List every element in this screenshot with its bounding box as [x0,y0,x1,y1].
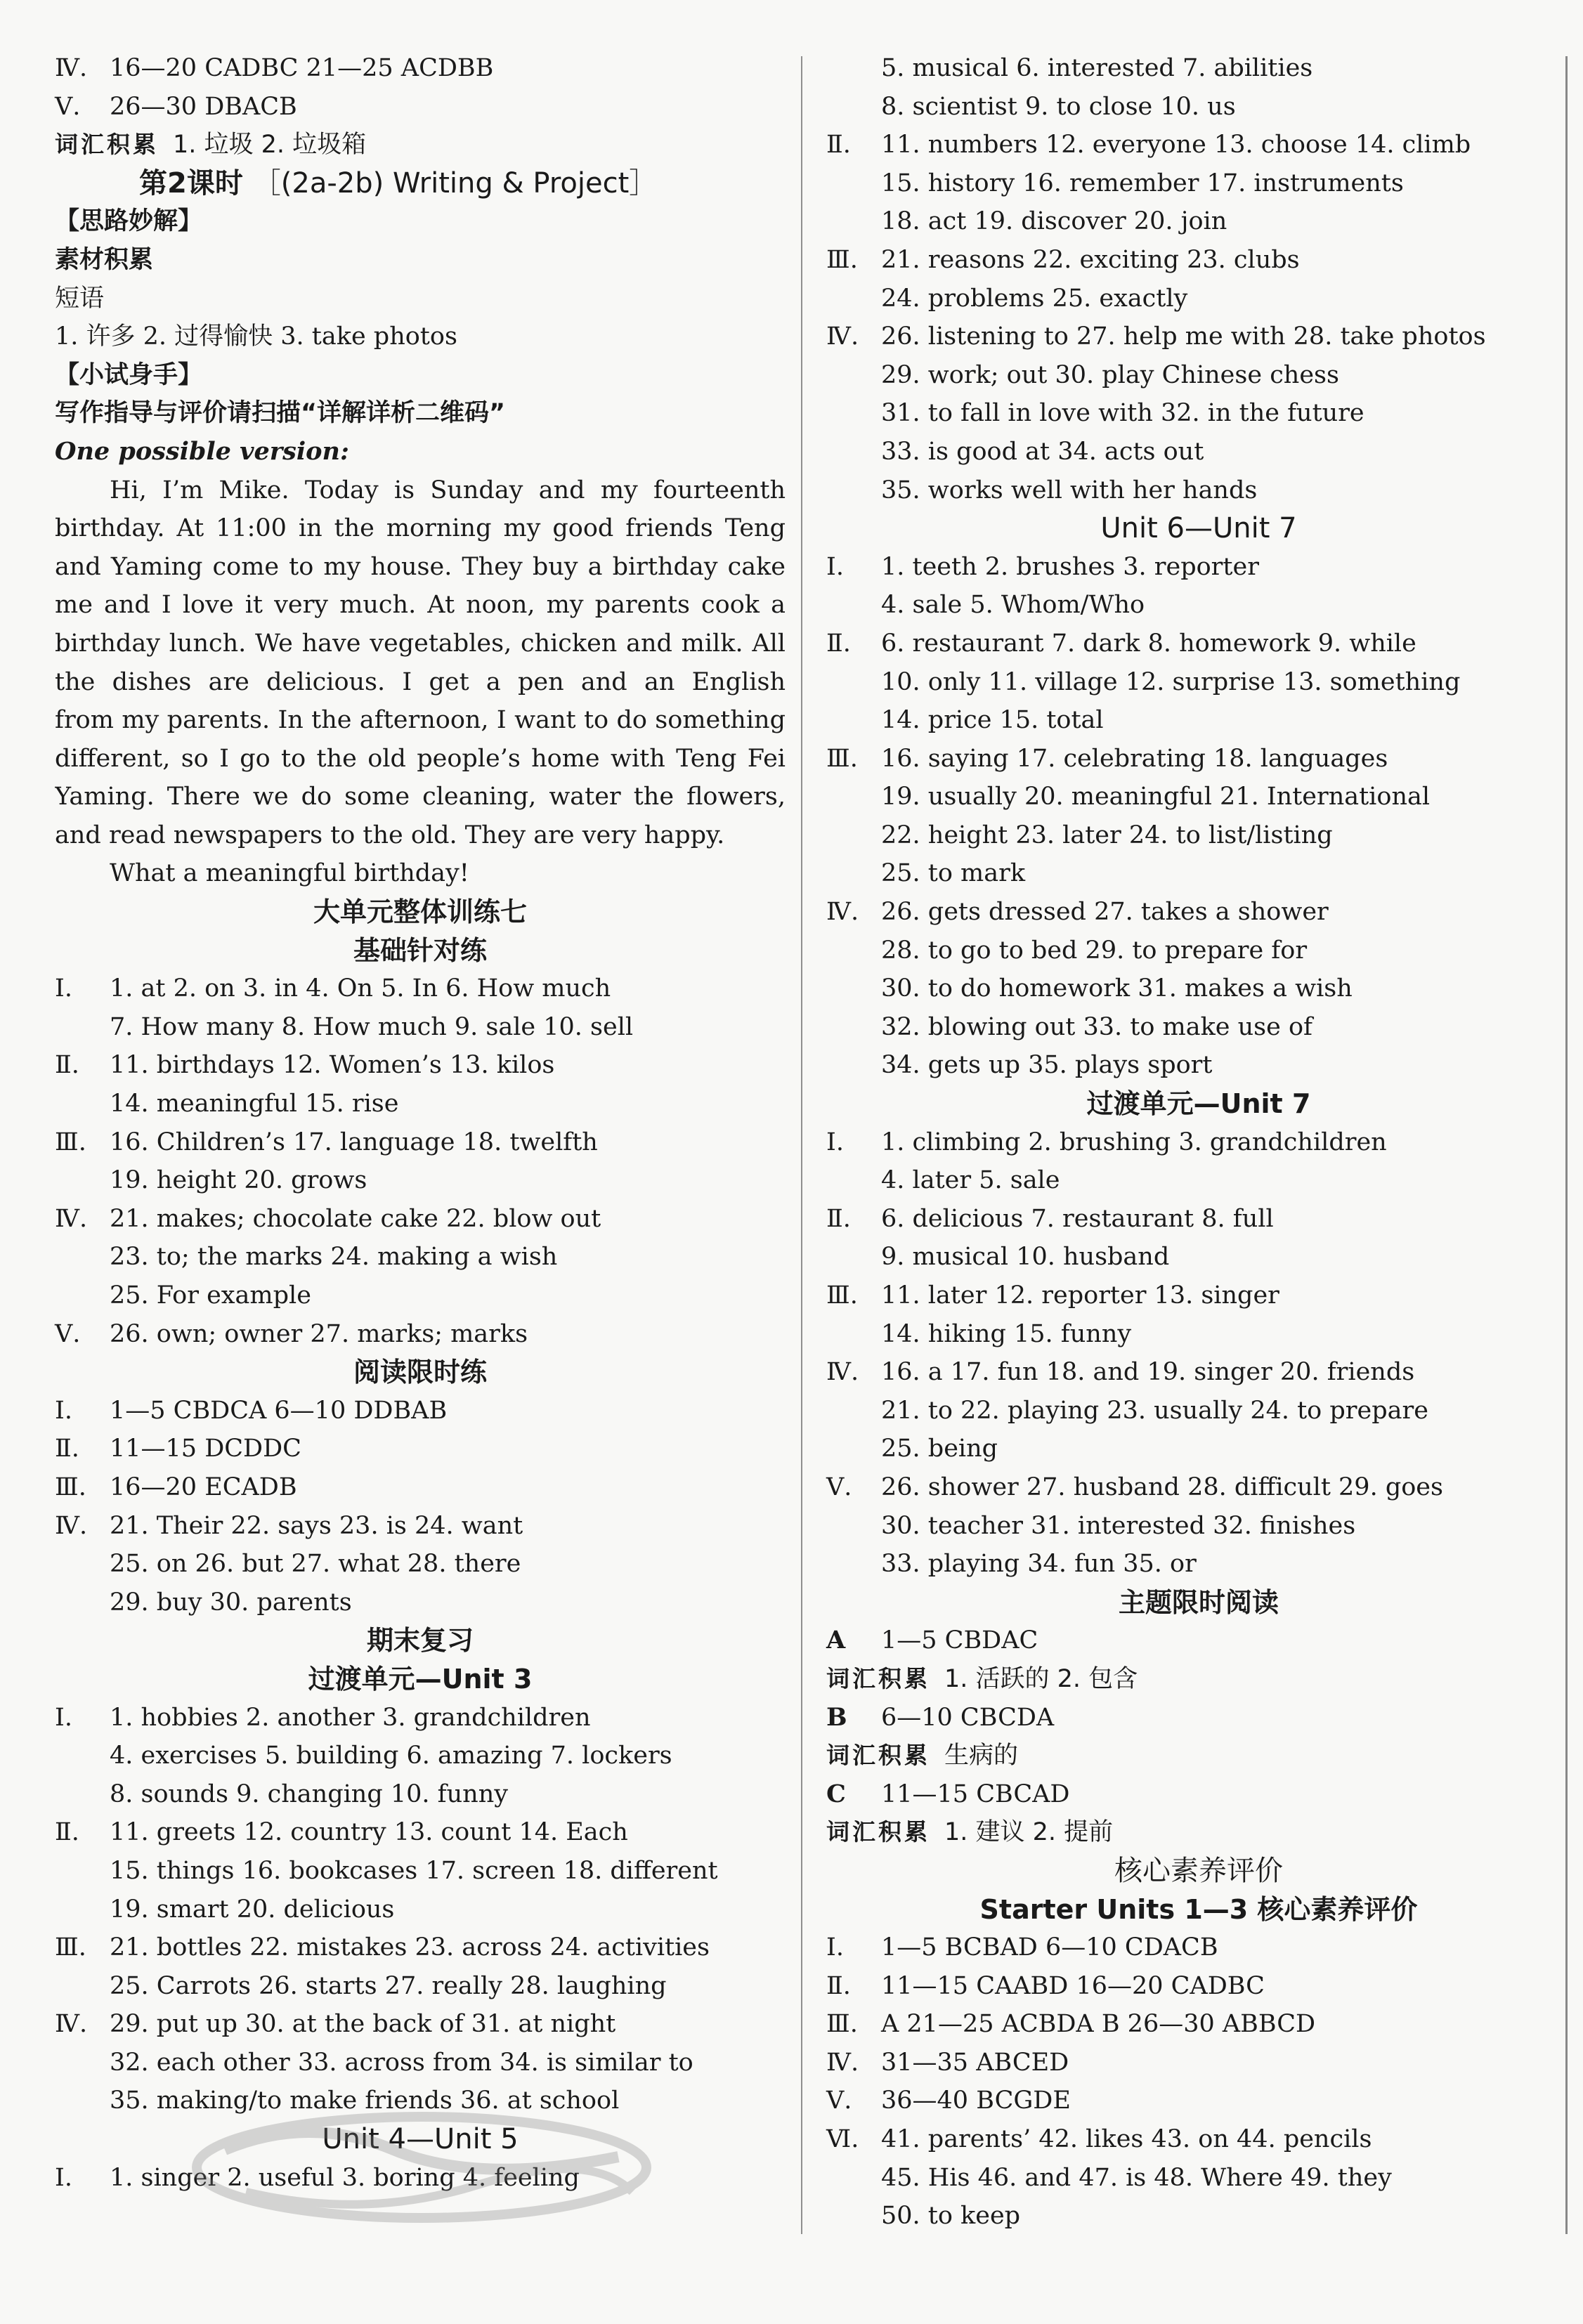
section-heading: 核心素养评价 [1114,1854,1283,1887]
answer-text: 41. parents’ 42. likes 43. on 44. pencils [881,2125,1372,2154]
roman-numeral: Ⅳ. [55,1511,88,1540]
roman-numeral: Ⅳ. [55,1204,88,1233]
answer-continuation: 23. to; the marks 24. making a wish [110,1243,558,1272]
roman-numeral: Ⅴ. [826,2087,852,2115]
answer-text: 6. restaurant 7. dark 8. homework 9. while [881,629,1416,658]
essay-line: birthday lunch. We have vegetables, chicken and milk. All [55,629,786,658]
answer-text: 1—5 BCBAD 6—10 CDACB [881,1933,1218,1962]
answer-text: 16. Children’s 17. language 18. twelfth [110,1128,598,1156]
answer-row [55,88,786,126]
answer-text: 1. hobbies 2. another 3. grandchildren [110,1703,591,1732]
answer-continuation: 35. making/to make friends 36. at school [110,2087,620,2115]
roman-numeral: Ⅲ. [826,744,858,773]
section-heading: 期末复习 [366,1625,474,1657]
answer-continuation: 34. gets up 35. plays sport [881,1051,1213,1080]
roman-numeral: Ⅰ. [55,1396,72,1425]
answer-text: 26. gets dressed 27. takes a shower [881,898,1329,927]
passage-letter: A [826,1626,846,1655]
answer-continuation: 9. musical 10. husband [881,1243,1170,1272]
answer-row [55,1200,786,1239]
section-tag: 素材积累 [55,245,154,274]
essay-line: me and I love it very much. At noon, my parents cook a [55,591,786,620]
passage-answer-row [826,1775,1571,1814]
answer-text: 1. teeth 2. brushes 3. reporter [881,552,1259,581]
roman-numeral: Ⅴ. [826,1473,852,1501]
answer-continuation: 22. height 23. later 24. to list/listing [881,821,1333,849]
essay-line: What a meaningful birthday! [110,859,469,888]
roman-numeral: Ⅳ. [826,1358,859,1387]
answer-row [826,1123,1571,1162]
answer-text: 11. greets 12. country 13. count 14. Each [110,1818,628,1847]
roman-numeral: Ⅱ. [55,1051,79,1080]
answer-row [55,1813,786,1852]
answer-text: A 21—25 ACBDA B 26—30 ABBCD [881,2010,1316,2039]
roman-numeral: Ⅳ. [826,2048,859,2077]
section-tag: 【思路妙解】 [55,207,203,236]
answer-row [826,548,1571,587]
answer-row [826,2005,1571,2044]
answer-row [826,2082,1571,2120]
answer-continuation: 5. musical 6. interested 7. abilities [881,54,1313,82]
vocab-text: 1. 垃圾 2. 垃圾箱 [173,131,367,159]
roman-numeral: Ⅲ. [826,2010,858,2039]
answer-text: 26—30 DBACB [110,92,297,121]
roman-numeral: Ⅱ. [826,1204,851,1233]
vocab-row [55,126,786,164]
essay-line: Hi, I’m Mike. Today is Sunday and my fourteenth [110,476,786,504]
answer-row [826,1200,1571,1239]
vocab-row [826,1660,1571,1699]
answer-text: 11. numbers 12. everyone 13. choose 14. climb [881,131,1471,159]
answer-text: 21. Their 22. says 23. is 24. want [110,1511,523,1540]
vocab-label: 词汇积累 [826,1818,930,1846]
answer-row [55,1315,786,1354]
answer-row [55,49,786,88]
answer-text: 26. own; owner 27. marks; marks [110,1319,528,1348]
section-heading: 过渡单元—Unit 3 [308,1663,533,1695]
answer-row [826,1353,1571,1392]
section-heading: Starter Units 1—3 核心素养评价 [979,1893,1418,1925]
vocab-row [826,1813,1571,1852]
section-heading: 基础针对练 [353,934,487,966]
answer-continuation: 24. problems 25. exactly [881,284,1188,313]
section-tag: 写作指导与评价请扫描“详解详析二维码” [55,399,506,428]
answer-text: 11—15 CBCAD [881,1780,1070,1808]
answer-continuation: 4. later 5. sale [881,1166,1060,1195]
answer-continuation: 25. For example [110,1281,311,1310]
answer-continuation: 18. act 19. discover 20. join [881,207,1227,236]
answer-continuation: 35. works well with her hands [881,476,1258,504]
answer-row [826,318,1571,356]
essay-line: from my parents. In the afternoon, I want to do something [55,706,786,735]
answer-text: 16. saying 17. celebrating 18. languages [881,744,1388,773]
answer-continuation: 28. to go to bed 29. to prepare for [881,936,1308,965]
roman-numeral: Ⅱ. [55,1818,79,1847]
answer-text: 11—15 CAABD 16—20 CADBC [881,1971,1265,2000]
passage-answer-row [826,1699,1571,1737]
answer-continuation: 50. to keep [881,2202,1021,2231]
answer-text: 26. shower 27. husband 28. difficult 29. goes [881,1473,1443,1501]
answer-continuation: 25. Carrots 26. starts 27. really 28. laughing [110,1971,667,2000]
column-divider [801,56,802,2234]
roman-numeral: Ⅴ. [55,92,81,121]
answer-continuation: 19. usually 20. meaningful 21. International [881,783,1431,811]
answer-row [826,740,1571,778]
roman-numeral: Ⅳ. [826,898,859,927]
essay-line: different, so I go to the old people’s home with Teng Fei [55,744,786,773]
passage-letter: C [826,1779,846,1808]
answer-text: 6. delicious 7. restaurant 8. full [881,1204,1274,1233]
answer-row [55,1468,786,1507]
roman-numeral: Ⅱ. [826,629,851,658]
essay-line: the dishes are delicious. I get a pen and an English [55,667,786,696]
answer-continuation: 14. hiking 15. funny [881,1319,1132,1348]
answer-text: 1—5 CBDCA 6—10 DDBAB [110,1396,448,1425]
answer-text: 1. singer 2. useful 3. boring 4. feeling [110,2163,580,2192]
lesson-number: 第2课时 [139,167,243,200]
answer-text: 16—20 ECADB [110,1473,297,1501]
essay-line: and read newspapers to the old. They are very happy. [55,821,725,849]
answer-continuation: 14. price 15. total [881,706,1104,735]
answer-row [826,625,1571,663]
roman-numeral: Ⅱ. [55,1435,79,1463]
answer-row [826,1967,1571,2006]
answer-continuation: 29. work; out 30. play Chinese chess [881,360,1339,389]
watermark-stamp [183,2108,660,2227]
answer-continuation: 8. scientist 9. to close 10. us [881,92,1236,121]
answer-row [826,893,1571,932]
phrase-list: 1. 许多 2. 过得愉快 3. take photos [55,322,457,351]
answer-text: 21. makes; chocolate cake 22. blow out [110,1204,601,1233]
answer-text: 29. put up 30. at the back of 31. at night [110,2010,616,2039]
answer-row [826,1277,1571,1315]
vocab-row [826,1737,1571,1775]
section-heading: 主题限时阅读 [1118,1586,1279,1618]
answer-row [826,241,1571,280]
vocab-text: 1. 活跃的 2. 包含 [944,1664,1138,1693]
roman-numeral: Ⅰ. [55,2163,72,2192]
answer-row [55,970,786,1008]
answer-text: 21. bottles 22. mistakes 23. across 24. activities [110,1933,710,1962]
sample-heading: One possible version: [55,436,349,466]
vocab-text: 1. 建议 2. 提前 [944,1818,1114,1847]
answer-continuation: 25. being [881,1435,998,1463]
answer-continuation: 33. playing 34. fun 35. or [881,1550,1197,1579]
roman-numeral: Ⅲ. [55,1933,86,1962]
answer-continuation: 25. to mark [881,859,1026,888]
answer-continuation: 15. history 16. remember 17. instruments [881,169,1404,197]
vocab-label: 词汇积累 [55,131,159,159]
vocab-label: 词汇积累 [826,1742,930,1770]
roman-numeral: Ⅲ. [826,1281,858,1310]
answer-continuation: 4. sale 5. Whom/Who [881,591,1145,620]
essay-line: and Yaming come to my house. They buy a birthday cake [55,552,786,581]
answer-text: 16—20 CADBC 21—25 ACDBB [110,54,494,82]
answer-text: 6—10 CBCDA [881,1703,1055,1732]
answer-continuation: 30. teacher 31. interested 32. finishes [881,1511,1356,1540]
roman-numeral: Ⅵ. [826,2125,859,2154]
lesson-heading [55,164,786,203]
answer-row [55,1046,786,1085]
answer-continuation: 7. How many 8. How much 9. sale 10. sell [110,1012,634,1041]
roman-numeral: Ⅳ. [55,54,88,82]
answer-continuation: 10. only 11. village 12. surprise 13. something [881,667,1461,696]
answer-continuation: 8. sounds 9. changing 10. funny [110,1780,509,1808]
section-heading: Unit 6—Unit 7 [1100,512,1297,545]
answer-text: 26. listening to 27. help me with 28. take photos [881,322,1486,351]
answer-row [55,1699,786,1737]
answer-row [55,1507,786,1546]
vocab-label: 词汇积累 [826,1664,930,1692]
essay-line: Yaming. There we do some cleaning, water the flowers, [55,783,786,811]
essay-line: birthday. At 11:00 in the morning my good friends Teng [55,514,786,543]
answer-row [826,2120,1571,2159]
answer-text: 36—40 BCGDE [881,2087,1071,2115]
answer-text: 1. at 2. on 3. in 4. On 5. In 6. How much [110,974,611,1003]
answer-continuation: 45. His 46. and 47. is 48. Where 49. they [881,2163,1392,2192]
roman-numeral: Ⅳ. [55,2010,88,2039]
answer-text: 31—35 ABCED [881,2048,1069,2077]
left-column [55,49,786,2197]
roman-numeral: Ⅰ. [55,1703,72,1732]
roman-numeral: Ⅰ. [826,1128,844,1156]
answer-continuation: 19. smart 20. delicious [110,1895,395,1924]
section-tag: 【小试身手】 [55,360,203,389]
roman-numeral: Ⅲ. [826,245,858,274]
vocab-text: 生病的 [944,1742,1019,1770]
answer-row [55,1123,786,1162]
answer-row [826,126,1571,164]
roman-numeral: Ⅴ. [55,1319,81,1348]
roman-numeral: Ⅳ. [826,322,859,351]
answer-row [826,2044,1571,2082]
answer-continuation: 4. exercises 5. building 6. amazing 7. lockers [110,1742,672,1770]
answer-row [55,1928,786,1967]
answer-text: 1. climbing 2. brushing 3. grandchildren [881,1128,1387,1156]
answer-continuation: 33. is good at 34. acts out [881,437,1204,466]
answer-continuation: 29. buy 30. parents [110,1588,352,1617]
answer-continuation: 19. height 20. grows [110,1166,367,1195]
roman-numeral: Ⅱ. [826,1971,851,2000]
section-heading: Unit 4—Unit 5 [322,2123,519,2156]
answer-continuation: 32. each other 33. across from 34. is similar to [110,2048,693,2077]
roman-numeral: Ⅰ. [826,552,844,581]
answer-continuation: 14. meaningful 15. rise [110,1090,399,1118]
answer-text: 1—5 CBDAC [881,1626,1038,1655]
answer-row [826,1928,1571,1967]
answer-text: 11. birthdays 12. Women’s 13. kilos [110,1051,555,1080]
answer-row [55,1430,786,1468]
answer-row [55,1392,786,1430]
lesson-title: ［(2a-2b) Writing & Project］ [252,167,658,200]
section-heading: 大单元整体训练七 [313,896,527,928]
answer-text: 11. later 12. reporter 13. singer [881,1281,1279,1310]
answer-continuation: 31. to fall in love with 32. in the future [881,399,1364,428]
passage-letter: B [826,1702,847,1732]
answer-row [55,2005,786,2044]
roman-numeral: Ⅰ. [55,974,72,1003]
answer-continuation: 30. to do homework 31. makes a wish [881,974,1353,1003]
answer-continuation: 21. to 22. playing 23. usually 24. to prepare [881,1396,1428,1425]
roman-numeral: Ⅲ. [55,1128,86,1156]
answer-continuation: 15. things 16. bookcases 17. screen 18. different [110,1856,718,1885]
roman-numeral: Ⅲ. [55,1473,86,1501]
roman-numeral: Ⅰ. [826,1933,844,1962]
answer-text: 21. reasons 22. exciting 23. clubs [881,245,1300,274]
answer-continuation: 32. blowing out 33. to make use of [881,1012,1313,1041]
passage-answer-row [826,1621,1571,1660]
roman-numeral: Ⅱ. [826,131,851,159]
answer-text: 11—15 DCDDC [110,1435,301,1463]
answer-row [826,1468,1571,1507]
section-heading: 过渡单元—Unit 7 [1086,1088,1311,1120]
answer-continuation: 25. on 26. but 27. what 28. there [110,1550,521,1579]
right-column [826,49,1571,2235]
plain-text: 短语 [55,284,105,313]
section-heading: 阅读限时练 [353,1357,487,1388]
answer-text: 16. a 17. fun 18. and 19. singer 20. friends [881,1358,1415,1387]
